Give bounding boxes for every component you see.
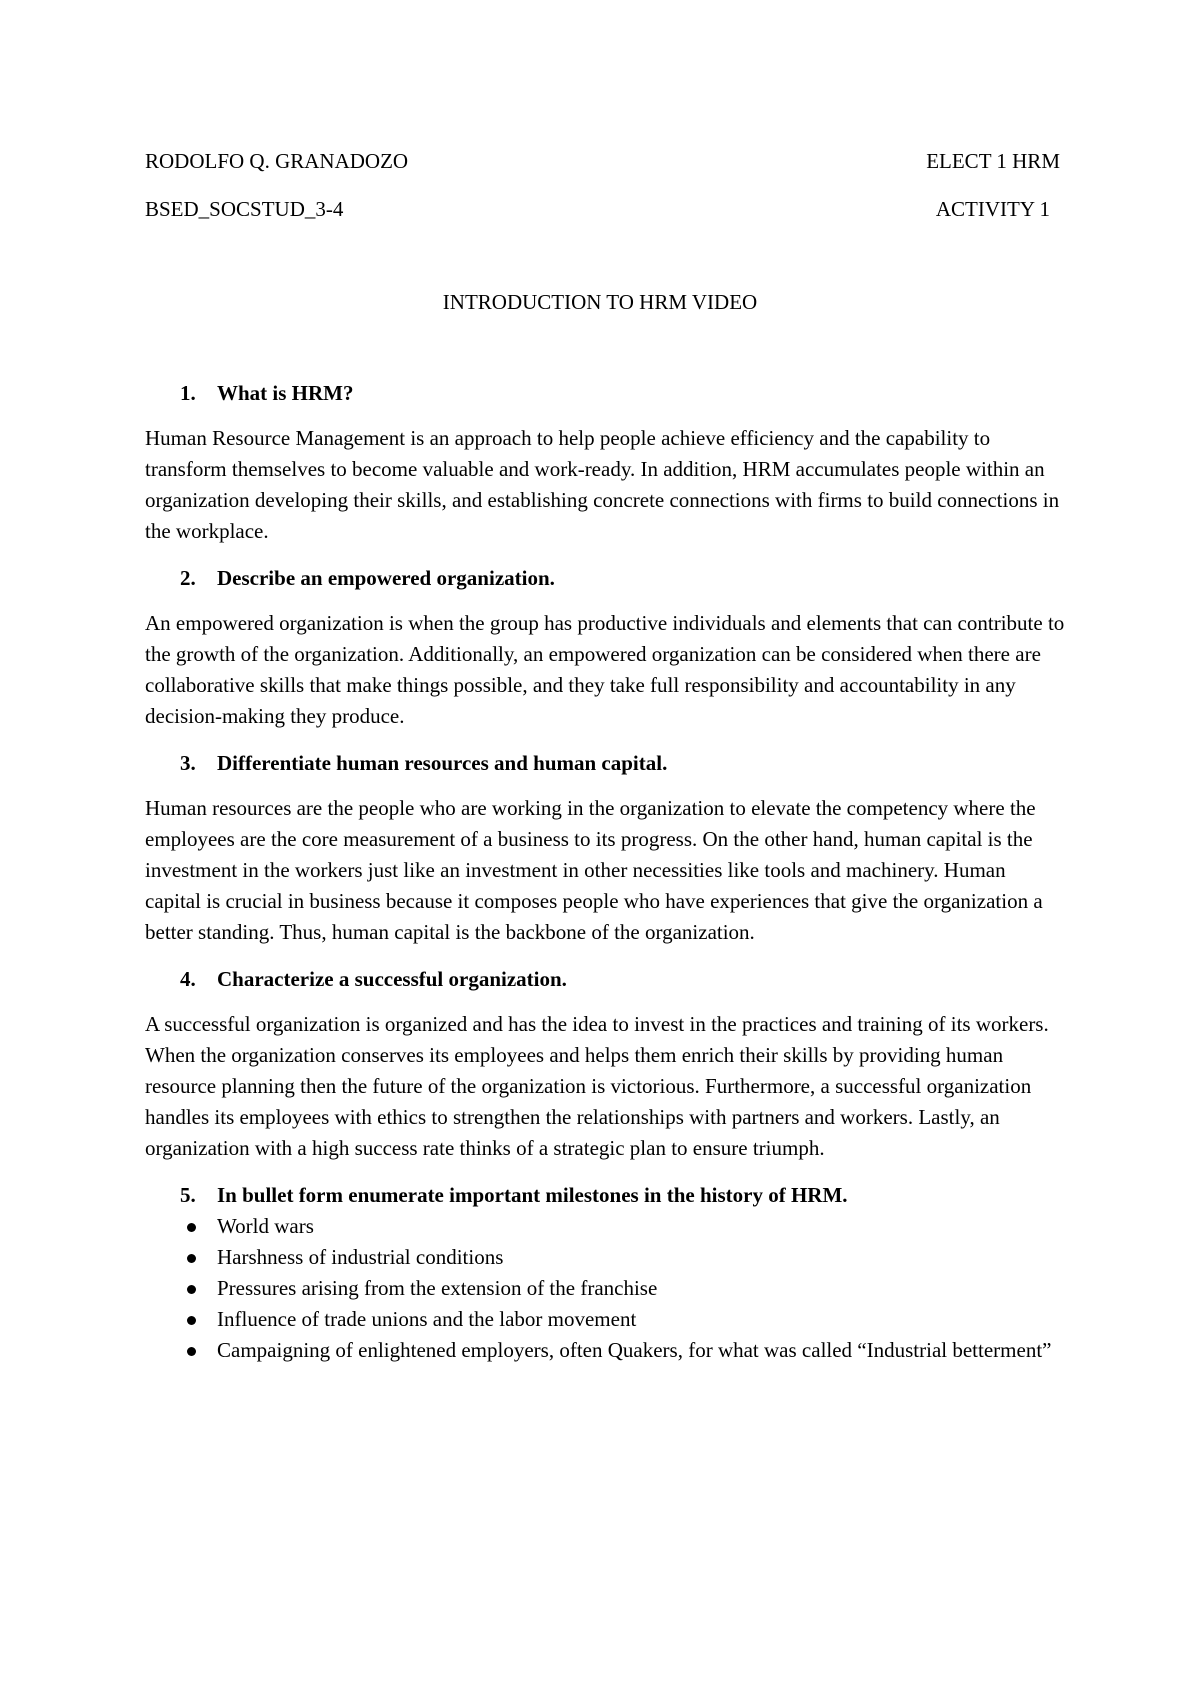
list-item	[145, 1242, 1065, 1273]
list-item-text: Pressures arising from the extension of the franchise	[217, 1276, 658, 1300]
activity-label: ACTIVITY 1	[935, 197, 1050, 221]
list-item	[145, 1211, 1065, 1242]
student-section: BSED_SOCSTUD_3-4	[145, 197, 344, 221]
bullet-icon	[187, 1254, 196, 1263]
bullet-icon	[187, 1223, 196, 1232]
question-2-heading	[145, 563, 1065, 594]
list-item	[145, 1273, 1065, 1304]
list-item	[145, 1335, 1065, 1366]
question-3-heading	[145, 748, 1065, 779]
question-text: Differentiate human resources and human capital.	[217, 751, 668, 775]
question-4-heading	[145, 964, 1065, 995]
question-number: 2.	[180, 566, 196, 590]
bullet-icon	[187, 1316, 196, 1325]
list-item-text: Influence of trade unions and the labor movement	[217, 1307, 637, 1331]
answer-4: A successful organization is organized and has the idea to invest in the practices and training of its workers. When the organization conserves its employees and helps them enrich their skills by providing human resource planning then the future of the organization is victorious. Furthermore, a successful organization handles its employees with ethics to strengthen the relationships with partners and workers. Lastly, an organization with a high success rate thinks of a strategic plan to ensure triumph.	[145, 1012, 1049, 1160]
question-text: What is HRM?	[217, 381, 354, 405]
list-item	[145, 1304, 1065, 1335]
question-number: 3.	[180, 751, 196, 775]
student-name: RODOLFO Q. GRANADOZO	[145, 149, 409, 173]
question-1-heading	[145, 378, 1065, 409]
question-number: 5.	[180, 1183, 196, 1207]
document-title: INTRODUCTION TO HRM VIDEO	[442, 290, 758, 314]
list-item-text: Campaigning of enlightened employers, often Quakers, for what was called “Industrial betterment”	[217, 1338, 1052, 1362]
question-text: In bullet form enumerate important milestones in the history of HRM.	[217, 1183, 848, 1207]
answer-3: Human resources are the people who are working in the organization to elevate the competency where the employees are the core measurement of a business to its progress. On the other hand, human capital is the investment in the workers just like an investment in other necessities like tools and machinery. Human capital is crucial in business because it composes people who have experiences that give the organization a better standing. Thus, human capital is the backbone of the organization.	[145, 796, 1043, 944]
course-code: ELECT 1 HRM	[926, 149, 1060, 173]
question-text: Describe an empowered organization.	[217, 566, 555, 590]
milestones-list	[145, 1211, 1065, 1366]
document-content	[145, 378, 1065, 1366]
bullet-icon	[187, 1285, 196, 1294]
bullet-icon	[187, 1347, 196, 1356]
question-text: Characterize a successful organization.	[217, 967, 567, 991]
question-number: 4.	[180, 967, 196, 991]
answer-2: An empowered organization is when the group has productive individuals and elements that can contribute to the growth of the organization. Additionally, an empowered organization can be considered when there are collaborative skills that make things possible, and they take full responsibility and accountability in any decision-making they produce.	[145, 611, 1065, 728]
answer-1: Human Resource Management is an approach to help people achieve efficiency and the capability to transform themselves to become valuable and work-ready. In addition, HRM accumulates people within an organization developing their skills, and establishing concrete connections with firms to build connections in the workplace.	[145, 426, 1060, 543]
question-5-heading	[145, 1180, 1065, 1211]
list-item-text: World wars	[217, 1214, 314, 1238]
list-item-text: Harshness of industrial conditions	[217, 1245, 504, 1269]
question-number: 1.	[180, 381, 196, 405]
